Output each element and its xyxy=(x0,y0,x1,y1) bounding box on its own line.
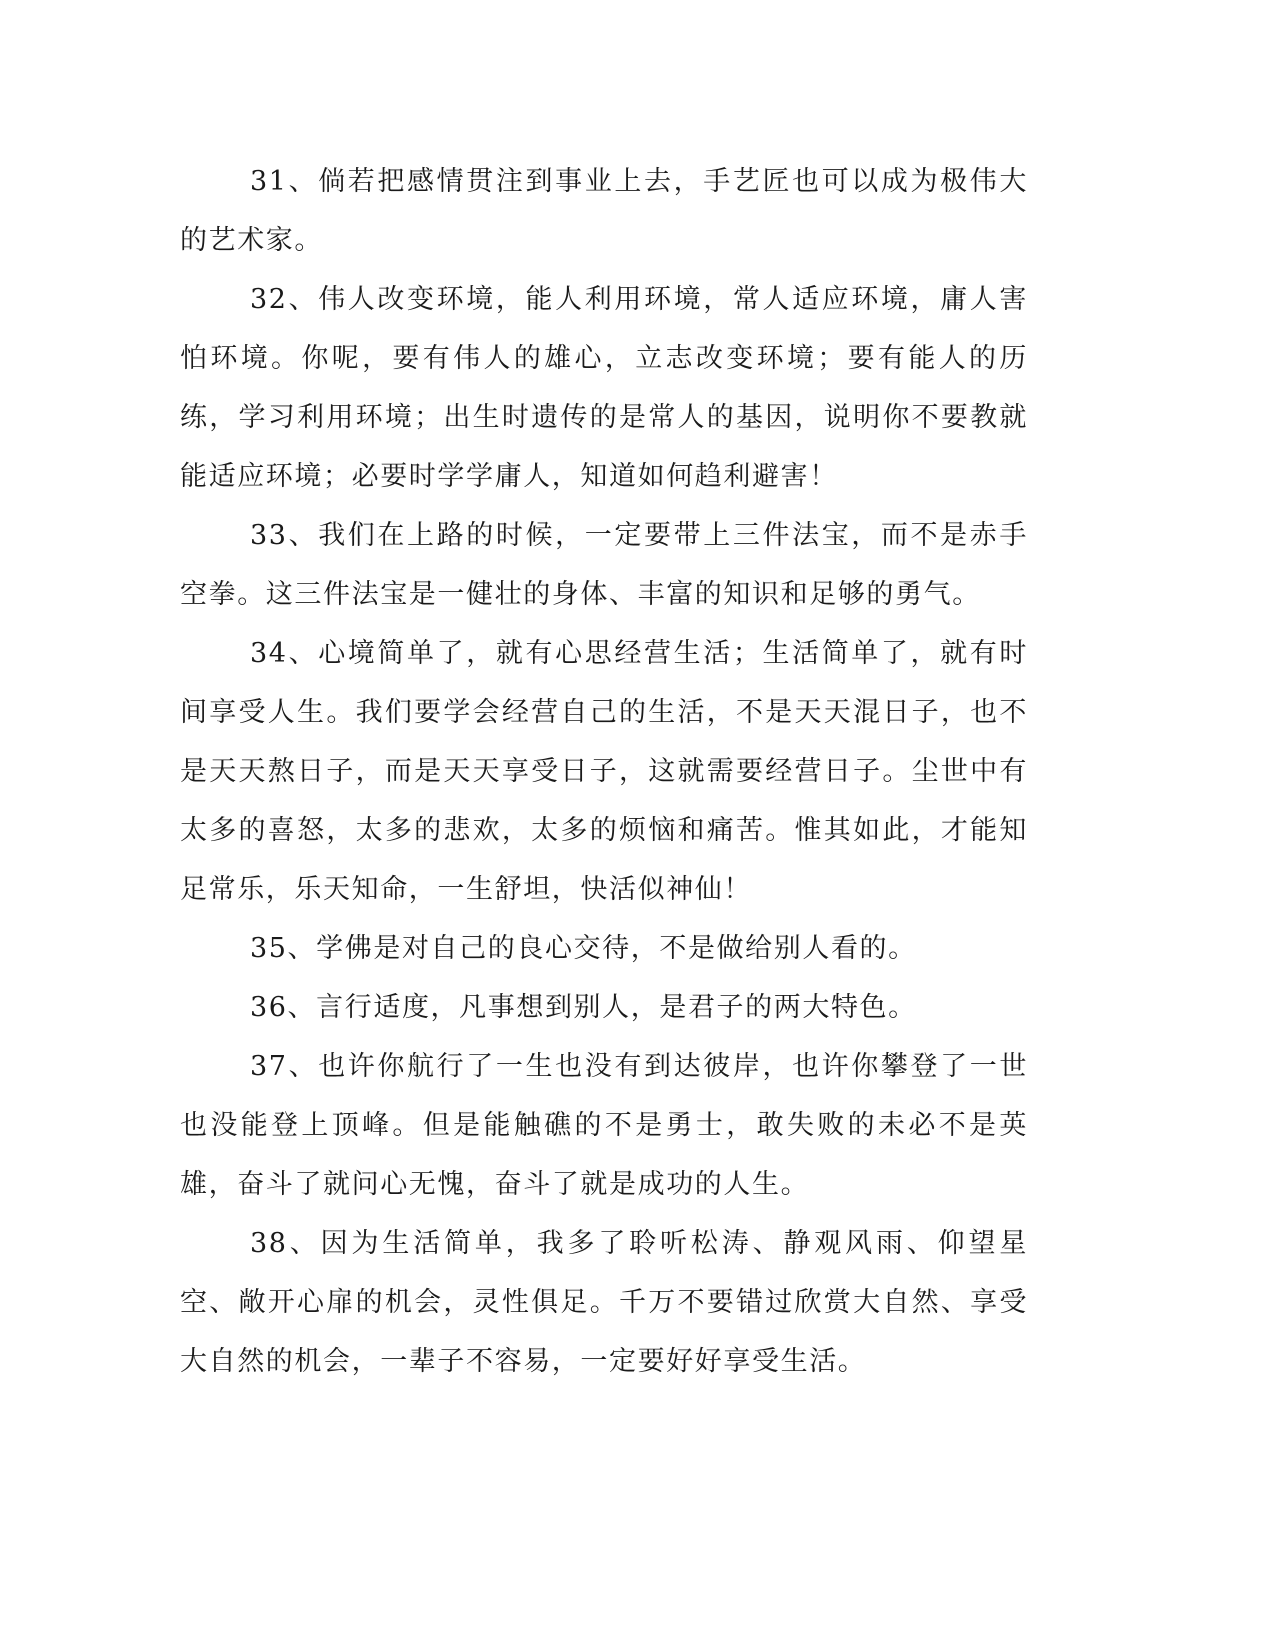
document-body xyxy=(180,152,1028,1391)
paragraph-36: 36、言行适度，凡事想到别人，是君子的两大特色。 xyxy=(250,992,917,1023)
paragraph-37: 37、也许你航行了一生也没有到达彼岸，也许你攀登了一世也没能登上顶峰。但是能触礁的不是勇士，敢失败的未必不是英雄，奋斗了就问心无愧，奋斗了就是成功的人生。 xyxy=(180,1051,1028,1200)
paragraph-33: 33、我们在上路的时候，一定要带上三件法宝，而不是赤手空拳。这三件法宝是一健壮的身体、丰富的知识和足够的勇气。 xyxy=(180,520,1028,610)
paragraph-32: 32、伟人改变环境，能人利用环境，常人适应环境，庸人害怕环境。你呢，要有伟人的雄心，立志改变环境；要有能人的历练，学习利用环境；出生时遗传的是常人的基因，说明你不要教就能适应环境；必要时学学庸人，知道如何趋利避害！ xyxy=(180,284,1028,492)
paragraph-31: 31、倘若把感情贯注到事业上去，手艺匠也可以成为极伟大的艺术家。 xyxy=(180,166,1028,256)
paragraph-35: 35、学佛是对自己的良心交待，不是做给别人看的。 xyxy=(250,933,917,964)
paragraph-38: 38、因为生活简单，我多了聆听松涛、静观风雨、仰望星空、敞开心扉的机会，灵性俱足。千万不要错过欣赏大自然、享受大自然的机会，一辈子不容易，一定要好好享受生活。 xyxy=(180,1228,1028,1377)
paragraph-34: 34、心境简单了，就有心思经营生活；生活简单了，就有时间享受人生。我们要学会经营自己的生活，不是天天混日子，也不是天天熬日子，而是天天享受日子，这就需要经营日子。尘世中有太多的喜怒，太多的悲欢，太多的烦恼和痛苦。惟其如此，才能知足常乐，乐天知命，一生舒坦，快活似神仙！ xyxy=(180,638,1028,905)
